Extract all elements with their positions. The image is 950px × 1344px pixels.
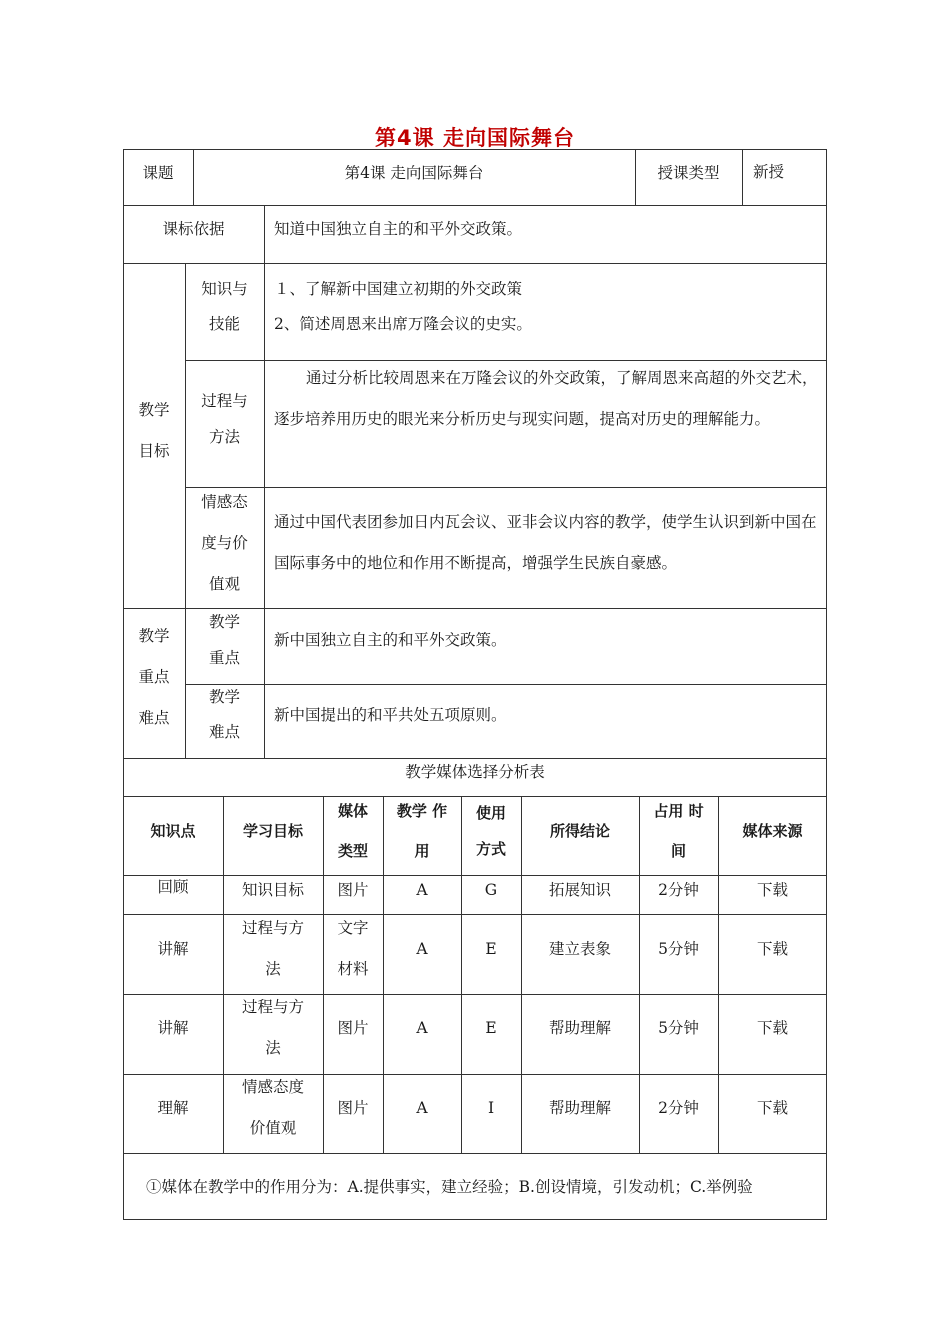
cell-type: 文字: [337, 919, 369, 937]
media-section-title: 教学媒体选择分析表: [405, 763, 545, 781]
process-label: 过程与: [201, 392, 248, 410]
difficulty-label: 难点: [208, 723, 240, 741]
difficulty-label: 教学: [208, 688, 240, 706]
row-divider: [185, 487, 827, 488]
cell-goal: 过程与方: [241, 998, 304, 1016]
knowledge-line: 2、简述周恩来出席万隆会议的史实。: [274, 315, 532, 333]
standard-value: 知道中国独立自主的和平外交政策。: [274, 220, 523, 238]
col-header-role: 用: [414, 842, 430, 860]
col-header-usage: 使用: [475, 804, 506, 822]
focus-text: 新中国独立自主的和平外交政策。: [274, 631, 507, 649]
col-header-goal: 学习目标: [242, 822, 303, 840]
cell-goal: 价值观: [249, 1119, 297, 1137]
knowledge-line: １、了解新中国建立初期的外交政策: [274, 280, 523, 298]
cell-time: 2分钟: [658, 1099, 699, 1117]
media-footnote: ①媒体在教学中的作用分为：A.提供事实，建立经验；B.创设情境，引发动机；C.举例验: [146, 1178, 753, 1196]
cell-role: A: [416, 881, 428, 899]
cell-time: 2分钟: [658, 881, 699, 899]
col-header-knowledge-point: 知识点: [150, 822, 196, 840]
difficulty-text: 新中国提出的和平共处五项原则。: [274, 706, 507, 724]
process-label: 方法: [208, 428, 240, 446]
col-header-time: 间: [670, 842, 686, 860]
col-header-media-type: 媒体: [337, 802, 368, 820]
row-divider: [123, 914, 827, 915]
cell-type: 材料: [337, 960, 369, 978]
row-divider: [123, 994, 827, 995]
standard-label: 课标依据: [162, 220, 225, 238]
cell-time: 5分钟: [658, 1019, 699, 1037]
col-header-time: 占用 时: [653, 802, 704, 820]
goals-label: 教学: [138, 401, 170, 419]
col-divider: [742, 149, 743, 205]
row-divider: [123, 608, 827, 609]
cell-conclusion: 建立表象: [548, 940, 611, 958]
cell-goal: 法: [265, 960, 281, 978]
cell-source: 下载: [756, 940, 788, 958]
row-divider: [123, 875, 827, 876]
goals-label: 目标: [138, 442, 170, 460]
cell-time: 5分钟: [658, 940, 699, 958]
col-header-conclusion: 所得结论: [549, 822, 610, 840]
lesson-type-label: 授课类型: [657, 164, 720, 182]
cell-type: 图片: [337, 1099, 369, 1117]
cell-goal: 知识目标: [241, 881, 304, 899]
keypoints-label: 教学: [138, 627, 170, 645]
emotion-text: 通过中国代表团参加日内瓦会议、亚非会议内容的教学，使学生认识到新中国在国际事务中的地位和作用不断提高，增强学生民族自豪感。: [274, 513, 817, 572]
cell-conclusion: 帮助理解: [548, 1019, 611, 1037]
row-divider: [123, 1074, 827, 1075]
col-header-source: 媒体来源: [742, 822, 803, 840]
cell-usage: E: [485, 1019, 497, 1037]
cell-point: 理解: [157, 1099, 189, 1117]
cell-source: 下载: [756, 1019, 788, 1037]
keypoints-label: 难点: [138, 709, 170, 727]
row-divider: [123, 263, 827, 264]
cell-usage: G: [484, 881, 498, 899]
cell-source: 下载: [756, 881, 788, 899]
cell-type: 图片: [337, 1019, 369, 1037]
knowledge-label: 知识与: [201, 280, 248, 298]
cell-usage: E: [485, 940, 497, 958]
row-divider: [123, 1153, 827, 1154]
document-title: 第4课 走向国际舞台: [375, 126, 575, 150]
process-text: 通过分析比较周恩来在万隆会议的外交政策，了解周恩来高超的外交艺术，逐步培养用历史的眼光来分析历史与现实问题，提高对历史的理解能力。: [274, 369, 818, 428]
col-header-role: 教学 作: [396, 802, 448, 820]
col-header-media-type: 类型: [337, 842, 368, 860]
cell-role: A: [416, 1019, 428, 1037]
lesson-type-value: 新授: [753, 163, 785, 181]
cell-goal: 法: [265, 1039, 281, 1057]
cell-source: 下载: [756, 1099, 788, 1117]
col-divider: [264, 205, 265, 758]
emotion-label: 度与价: [201, 534, 248, 552]
cell-role: A: [416, 1099, 428, 1117]
subject-label: 课题: [142, 164, 174, 182]
cell-type: 图片: [337, 881, 369, 899]
emotion-label: 情感态: [201, 493, 248, 511]
cell-conclusion: 拓展知识: [548, 881, 611, 899]
col-header-usage: 方式: [475, 840, 506, 858]
cell-point: 讲解: [157, 940, 189, 958]
cell-conclusion: 帮助理解: [548, 1099, 611, 1117]
cell-usage: I: [487, 1099, 495, 1117]
cell-point: 讲解: [157, 1019, 189, 1037]
focus-label: 重点: [208, 649, 240, 667]
subject-value: 第4课 走向国际舞台: [344, 164, 484, 182]
row-divider: [123, 758, 827, 759]
cell-goal: 情感态度: [241, 1078, 304, 1096]
knowledge-label: 技能: [208, 315, 240, 333]
focus-label: 教学: [208, 613, 240, 631]
row-divider: [123, 205, 827, 206]
cell-role: A: [416, 940, 428, 958]
emotion-label: 值观: [208, 575, 240, 593]
keypoints-label: 重点: [138, 668, 170, 686]
cell-goal: 过程与方: [241, 919, 304, 937]
cell-point: 回顾: [157, 878, 189, 896]
row-divider: [123, 796, 827, 797]
row-divider: [185, 684, 827, 685]
